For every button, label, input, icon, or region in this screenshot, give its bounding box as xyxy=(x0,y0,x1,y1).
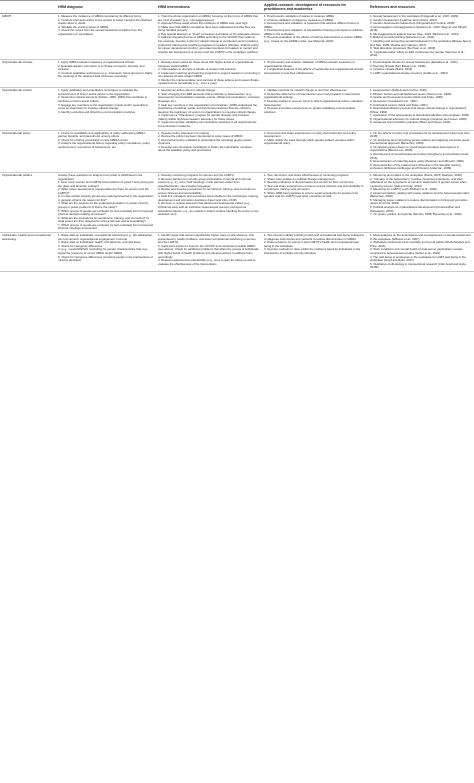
cell-references xyxy=(368,14,474,60)
cell-line: 8. Task allocation processes (De Pater et al., 2009) xyxy=(370,46,436,51)
header-diagnose: HRM diagnose xyxy=(56,1,156,14)
cell-line: 5. Which groups of people are excluded (or feel excluded) from formal and informal decision-making processes? xyxy=(58,208,154,217)
table-row xyxy=(0,14,474,60)
cell-line: 1. Mentoring and politics in the workplace (Ibarra, 2015; Dashper, 2019) xyxy=(370,173,462,178)
cell-line: 1. Develop an action plan for cultural change xyxy=(158,88,216,93)
cell-line: 1. Document and share experiences on policy deconstruction and policy development xyxy=(264,130,357,139)
cell-line: 3. Develop methods to raise visible the problems faced by individuals in the intersection of multiple minority identities xyxy=(264,247,361,255)
cell-line: 5. Microaggressions against women (Sue, 2010; Basford et al., 2014) xyxy=(370,31,459,36)
cell-references xyxy=(368,59,474,87)
cell-line: 2. Train leaders to promote a climate of respect and inclusion xyxy=(158,67,237,72)
row-label: Organizational policy xyxy=(0,130,56,172)
cell-line: 5. Pre-post evaluation of the effects of training interventions to reduce GBDH (e.g., based on the ADDIE model, see Molenda, 2003) xyxy=(264,35,363,44)
cell-line: 3. Deconstruct policy outdated to understand the operating gender-power dynamics xyxy=(158,137,252,146)
cell-line: 1. Develop action plans for those areas with higher levels of organizational tolerance toward GBDH xyxy=(158,60,254,68)
cell-line: 2. Workplace harassment and morbidity among US adults (Khubchandani and Price, 2015) xyxy=(370,240,470,248)
table-row xyxy=(0,59,474,87)
cell-line: 3. Inclusive climate (Nishii, 2013) xyxy=(370,67,413,72)
cell-line: 4. Test and share experiences on how to ensure fairness and accountability in recruitment, training, and promotion xyxy=(264,183,364,192)
cell-line: 2. Determine what forms of heterosexism are most prevalent in determined organizational settings xyxy=(264,91,360,100)
cell-interventions xyxy=(156,233,262,272)
cell-line: 2. Raise data on individuals' health, sick absence, and sick leave xyxy=(58,240,141,245)
cell-line: 1. Raise data on individuals' occupational well-being (e.g., job satisfaction, job commitment, organizational engagement, burnout) xyxy=(58,233,153,241)
cell-line: 5. Ambivalent sexism (Glick and Fiske, 2001) xyxy=(370,102,428,107)
header-interventions: HRM interventions xyxy=(156,1,262,14)
cell-line: 3. Implement coaching and learning programs to support leaders in promoting a non-tolerant climate toward GBDH xyxy=(158,70,260,79)
cell-line: 7. Which groups of people are excluded (or feel excluded) from formal and informal meetings and events? xyxy=(58,222,154,231)
cell-research xyxy=(262,59,368,87)
cell-diagnose xyxy=(56,172,156,232)
cell-research xyxy=(262,130,368,172)
cell-line: 4. The well-being of employees in the workplace for LGBT well-being in the workplace (Lloyd and Ryan, 2017) xyxy=(370,254,466,263)
cell-line: 1. Develop mentoring programs for women and the LGBTQ xyxy=(158,173,234,178)
cell-diagnose xyxy=(56,233,156,272)
cell-line: 1. Identify areas that present significantly higher rates of sick absence, sick presenteeism, health problems, and lower occupational well-being in women and the LGBTQ xyxy=(158,233,256,245)
cell-research xyxy=(262,172,368,232)
header-blank xyxy=(0,1,56,14)
cell-line: 4. Development and validation of standardized training techniques to address GBDH in the workplace xyxy=(264,28,363,36)
cell-line: 1. How many women and LGBTQ hold positions of power? How strong are the glass and lavender ceilings? xyxy=(58,180,154,188)
cell-line: 4. Development of sexual harassment policy (Dougherty and Goldstein Hode, 2016) xyxy=(370,152,469,160)
cell-line: 1. Apply qualitative and quantitative techniques to evaluate the entrenchment of hetero-sexist values in the organization xyxy=(58,88,138,96)
hrm-table xyxy=(0,0,474,272)
cell-line: 1. Train the whole organization on GBDH, focusing on the forms of GBDH that are most prevalent (e.g., microaggressions) xyxy=(158,14,258,22)
header-research: Applied-research: development of resources for practitioners and academics xyxy=(262,1,368,14)
cell-line: 4. Homonegative microaggressions (Nadal et al., 2016; Wegner and Wright, 2016) xyxy=(370,24,467,33)
cell-line: 1. Measure the incidence of GBDH considering its different forms xyxy=(58,14,142,19)
cell-line: 2. Modern sexism and old-fashioned sexism (Swim et al., 1995) xyxy=(370,91,452,96)
cell-line: 1. Check for availability and applicability of policy addressing GBDH, partner benefits, and parenthood, among others xyxy=(58,130,146,139)
cell-line: 4. Develop communication campaigns to inform all organization members about the available policy and procedures xyxy=(158,144,252,153)
cell-line: 2. Longitudinal analysis of the effects of leadership and organizational-climate interventions to test their effectiveness xyxy=(264,67,364,75)
cell-research xyxy=(262,88,368,130)
table-row xyxy=(0,172,474,232)
cell-line: 2. "Intimacy of the beseechers": positive mentoring experience, and their reflections on the importance of mentors' awareness of gender issues when mentoring women (Hall and Crisp, 2012) xyxy=(370,176,467,188)
cell-line: 1. Psychometric and criterion validation of GBDH-relevant measures of organizational climate xyxy=(264,60,355,68)
row-label: GBDH xyxy=(0,14,56,60)
cell-line: 4. Develop and share experiences on gender-validating communication practices xyxy=(264,106,356,114)
cell-line: 2. Implement actions to improve the OCCPP and counteract possible GBDH (see above). Check for additional problems that affect the groups of individuals with higher levels of health problems and develop actions to address them accordingly xyxy=(158,243,259,259)
cell-line: 4. Monitor the implementation and success of these actions and repeat climate measurements periodically (e.g., once a year) xyxy=(158,77,259,86)
cell-line: 5. Managing power relations to reduce discrimination in hiring and promotion (Hoeri and Ciris, 2018) xyxy=(370,197,468,206)
table-row xyxy=(0,233,474,272)
cell-line: 2. On analyzing and interpreting gender subtext and applying a feminist queer-intersectional approach (Benschop, 2000) xyxy=(370,137,471,146)
cell-line: 2. Check for existing procedures in case GBDH occurs xyxy=(58,137,128,142)
cell-line: 4. What are the reasons for the underrepresentation of certain minority groups in power positions (if that is the case)? xyxy=(58,201,149,210)
cell-line: 3. Development and validation of measures that address different forms of GBDH xyxy=(264,21,359,29)
cell-line: Answer these questions to analyze how power is distributed in the organization: xyxy=(58,173,143,181)
cell-line: 1. On the effects of policy and procedures for its development (Hoeri and Ciris, 2018) xyxy=(370,130,471,139)
cell-line: 4. Implement a "Champions" program for gender diversity and inclusion, making visible high-level leaders' advocacy for these issues xyxy=(158,113,251,121)
cell-interventions xyxy=(156,59,262,87)
cell-line: 3. Mentoring for LGBTQ youth (Mulhern et al., 2020) xyxy=(370,187,437,192)
cell-line: 1. Develop policy whenever it is missing xyxy=(158,130,210,135)
cell-line: 4. Check the record from the sexual harassment helpline from the organization (or equivalent) xyxy=(58,28,142,36)
cell-line: 3. Engage key members in the organization (inside and/or powerful) to serve as champions to impulse cultural change xyxy=(58,102,148,111)
cell-line: 6. Deinstitutionalization process that cause cultural change in organizations (Oliver, 1992) xyxy=(370,106,467,114)
cell-line: 5. Deconstruction of maternity-leave policy (Peterson and Albrecht, 1999) xyxy=(370,159,464,164)
table-row xyxy=(0,88,474,130)
cell-line: 4. Identify excluding and otherizing communication practices xyxy=(58,109,136,114)
cell-line: 5. Qualitative methodology in intersectional research (Clari-Guell and Hyde, 2016b) xyxy=(370,261,467,270)
cell-line: 3. Help key members in the organization (Cunningham, 2008) understand the importance of political, social, and functional pressures that are critical to question the legitimacy of sexism in organizations to impulse cultural change xyxy=(158,102,257,114)
cell-interventions xyxy=(156,14,262,60)
cell-line: 5. Share HRM best practices to ensure equal opportunity for people of all genders and the LGBTQ and other minorities as well xyxy=(264,190,358,199)
cell-references xyxy=(368,172,474,232)
cell-line: 2. Criterion-validation of diagnose measures of GBDH xyxy=(264,17,333,22)
cell-line: 3. In case certain minority groups are underrepresented in the organization in general, what is the reason for this? xyxy=(58,194,154,202)
cell-line: 3. Tabulate the existing cases of GBDH xyxy=(58,24,109,29)
cell-line: 1. Test, document, and share effectiveness of mentoring programs xyxy=(264,173,349,178)
cell-line: 5. Address disguised forms of GBDH according to the OCCPP they relate to. For example, develop a plan for cultural change to counteract sexism (culture), implement training and coaching programs for leaders (climate), analyze policy for career development (policy), generate incentives for leaders to mentor and impulse the development of women and the LGBTQ in the workplace (politics) xyxy=(158,35,259,54)
cell-line: 2. Approach those areas where the incidence of GBDH was most high xyxy=(158,21,248,26)
cell-line: 3. On applying queer theory to unveil heteronormative assumptions in organizations (Bendl et al., 2008) xyxy=(370,144,460,153)
cell-line: 1. Apply GBDH-relevant measures of organizational climate xyxy=(58,60,135,65)
header-references: References and resources xyxy=(368,1,474,14)
cell-line: 2. Remove barriers for minority group participation in formal and informal events (e.g., try not to hold meetings, invite partners rather than wives/husbands, use inclusive language) xyxy=(158,176,251,188)
cell-references xyxy=(368,130,474,172)
row-label: Individuals' health and occupational well-being xyxy=(0,233,56,272)
cell-line: 2. Raise evidence on women's and LGBTQ's health and occupational well-being in the workplace xyxy=(264,240,360,248)
cell-line: 4. Heteronormativity, dealing with power relations and the heterosexual matrix (Benschop, 2000) xyxy=(370,190,470,199)
cell-line: 1. Psychometric validation of scales to measure GBDH xyxy=(264,14,335,19)
cell-line: 4. Pay special attention to "stuck" processes and follow up for adequate closure xyxy=(158,31,260,36)
cell-line: 1. Validate methods for cultural change to test their effectiveness xyxy=(264,88,347,93)
cell-diagnose xyxy=(56,88,156,130)
cell-references xyxy=(368,233,474,272)
cell-line: 6. What are the procedures for recruitment, training, and promotion? To what extent are they designed to ensure fairness and accountability? xyxy=(58,215,150,224)
row-label: Organizational culture xyxy=(0,88,56,130)
cell-line: 2. Share case studies on political-change management xyxy=(264,176,335,181)
cell-interventions xyxy=(156,88,262,130)
cell-line: 2. Start changing the HRM elements that contribute to heterosexism (e.g., heterosexist communication material, events, official communications, exclusive language etc.) xyxy=(158,91,260,103)
cell-line: 3. Revise and develop procedures for recruitment, training, and promotion to ensure fairness and accountability xyxy=(158,187,256,195)
cell-research xyxy=(262,233,368,272)
cell-references xyxy=(368,88,474,130)
cell-diagnose xyxy=(56,130,156,172)
cell-line: 5. Check for intergroup differences (involving people in the intersections of minority identities) xyxy=(58,254,153,263)
cell-line: 3. Work conditions and mental health of dual-earner gay/lesbian couples compared to heterosexual couples (Geber et al., 2020) xyxy=(370,247,463,255)
cell-line: 1. Meta-analyses on the antecedents and consequences of sexual harassment in the workplace (Willness et al., 2007) xyxy=(370,233,471,241)
cell-line: 4. Neosexism (Campbell et al., 1997) xyxy=(370,98,418,103)
cell-line: 1. Heterosexism (Fabiolo and Cortina, 2016) xyxy=(370,88,427,93)
cell-line: 6. Bullying at work/mobbing (Einarsen et al., 2011) xyxy=(370,35,435,40)
header-row xyxy=(0,1,474,14)
cell-line: 9. "Legitimate tasks" effect on ERL involvement by gender (Semmer et al., 2010) xyxy=(370,49,465,58)
table-row xyxy=(0,130,474,172)
cell-line: 3. Develop studies to uncover forms in which organizational culture manifests heterosexism xyxy=(264,98,363,107)
cell-line: 7. Handling and preventing sexual harassment in the workplace (Bowes-Sperry and Tata, 1999; Medina and Yakupov, 2017) xyxy=(370,39,472,47)
cell-interventions xyxy=(156,172,262,232)
cell-line: 3. Check for intergroup differences xyxy=(58,243,103,248)
cell-line: 2. Conduct interviews and/or focus groups to better interpret the obtained results when in doubt xyxy=(58,17,152,26)
cell-line: 3. Develop indicators of discrimination and control for their occurrence xyxy=(264,180,354,185)
cell-line: 2. Diversity climate (Mor Barak et al., 1998) xyxy=(370,63,426,68)
cell-line: 4. Hold line managers and executives accountable for the recruitment, training, development and promotion decisions (Hoeri and Ciris, 2018) xyxy=(158,194,259,202)
cell-line: 5. Remove or reduce elements that paramount heterosexist values (e.g., Christmas party with an exclusive heterosexual (women portrayed as sexualized objects, e.g., as models in stretch clothes handling the prizes to the awarded men) xyxy=(158,201,259,217)
cell-line: 4. (e.g., t-tests/ANOVA) controlling for gender characteristics that may signal the presence of covert GBDH and/or GBDH xyxy=(58,247,148,255)
cell-line: 2. Evaluate leaders' promotion of a climate of respect, diversity, and inclusion xyxy=(58,63,145,72)
cell-diagnose xyxy=(56,59,156,87)
row-label: Organizational politics xyxy=(0,172,56,232)
cell-research xyxy=(262,14,368,60)
row-label: Organizational climate xyxy=(0,59,56,87)
cell-line: 3. Hostile and benevolent sexism (Glick and Fiske, 1996) xyxy=(370,95,443,100)
cell-line: 1. Sexual harassment in the workplace (Fitzgerald et al., 1997, 1999) xyxy=(370,14,459,19)
cell-line: 3. Analyze the organizational history regarding policy compliance, policy reinforcement, recurrence of harassment, etc. xyxy=(58,141,150,149)
cell-diagnose xyxy=(56,14,156,60)
cell-line: 7. On power, politics, and gender (Mumby, 1998; Benschop et al., 2000) xyxy=(370,212,462,217)
cell-line: 3. Gender-heterosexist harassment (Fitzgerald and Cortina, 2018) xyxy=(370,21,455,26)
cell-line: 3. Make sure that GBDH complaints have been addressed and that they are being handled properly xyxy=(158,24,256,33)
cell-line: 2. Make visible the ways through which gender-subtext operates within organizational policy xyxy=(264,137,355,146)
cell-line: 2. Review the policy has been interpreted to solve cases of GBDH xyxy=(158,134,243,139)
cell-line: 2. Gender harassment (Leskinen and Cortina, 2013) xyxy=(370,17,437,22)
cell-line: 3. Repeat measurements periodically (e.g., once a year) for follow-up and to evaluate the effectiveness of the interventions xyxy=(158,258,256,266)
cell-line: 2. What career development opportunities are there for women and the LGBTQ? xyxy=(58,187,149,195)
cell-line: 3. Conduct qualitative techniques (e.g., interviews, focus groups) to clarify the meaning of the obtained data whenever necessary xyxy=(58,70,153,79)
cell-line: 7. Application of the antecedents of deinstitutionalization (Cunningham, 2008) xyxy=(370,113,469,118)
cell-line: 6. Political analysis for organizational development (Ponelvanthan and Ramasamy, 2009) xyxy=(370,205,460,213)
cell-line: 1. Test criterion-validity (utilizing health and occupational well-being indicators) of diagnose instruments and methods to reduce discrimination in GBDH xyxy=(264,233,365,241)
cell-line: 8. Organizational advocacy for cultural change (Cameron and Green, 2009) xyxy=(370,116,467,121)
cell-line: 4. LGBT organizational-climate inventory (Liddle et al., 2004) xyxy=(370,70,448,75)
cell-line: 1. Psychological climate for sexual harassment (Estrada et al., 2011) xyxy=(370,60,458,65)
cell-line: 6. Deconstruction of the predominant discourse in the Swedish nursing profession (Eriksson-Lindberger and Pittmann-Anderson, 2009) xyxy=(370,162,461,171)
cell-line: 9. Gendered communication practices (Blout and Dwyer, 2016) xyxy=(370,120,451,125)
cell-interventions xyxy=(156,130,262,172)
cell-line: 5. Implement gender-validating communication practices in all organizational-communication instances xyxy=(158,120,257,128)
cell-line: 2. Determine cultural elements (Schein, 1990, 1999) that contribute to reinforce a hetero-sexist culture xyxy=(58,95,148,103)
